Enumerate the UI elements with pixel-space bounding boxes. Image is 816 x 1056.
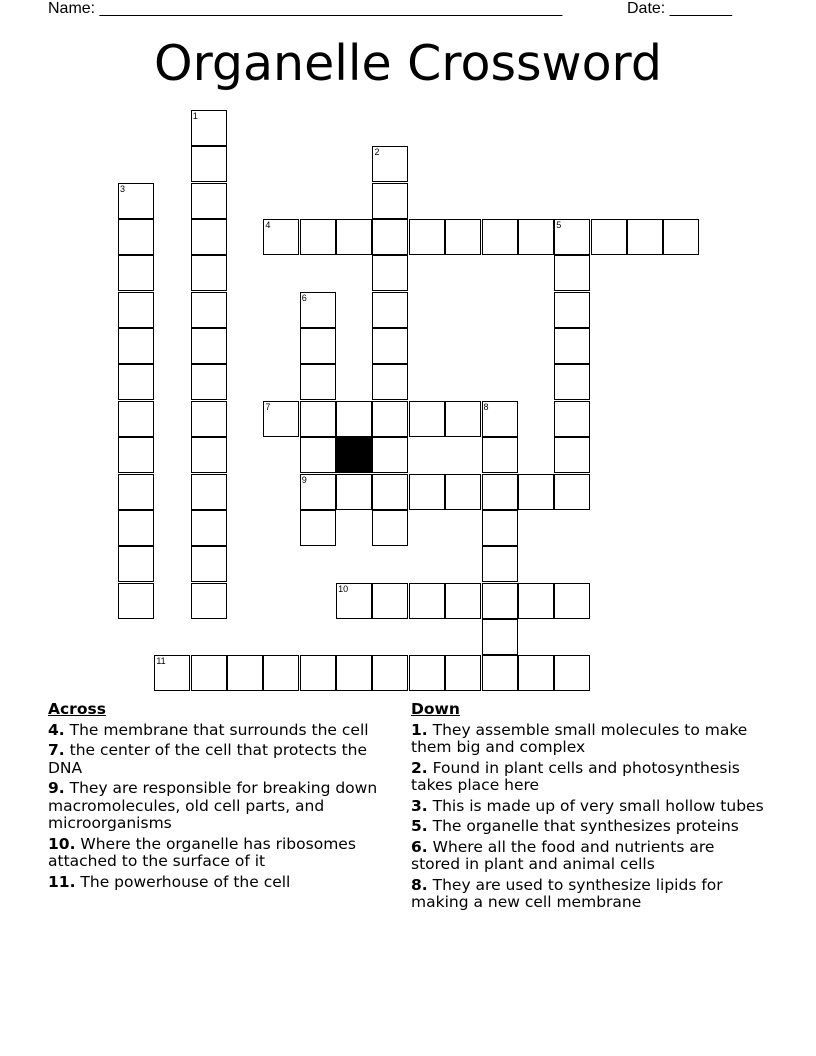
clue-number-label: 7. [48,741,65,759]
clue-number-label: 10. [48,834,76,853]
grid-cell[interactable] [554,401,590,437]
date-field-label: Date: _______ [627,0,732,17]
grid-cell[interactable] [300,655,336,691]
grid-cell[interactable] [118,328,154,364]
grid-cell[interactable] [445,474,481,510]
grid-cell[interactable] [191,655,227,691]
grid-cell[interactable] [336,401,372,437]
clue-number: 6 [301,292,307,303]
grid-cell[interactable] [118,583,154,619]
clue-number-label: 1. [411,720,428,739]
grid-cell[interactable] [409,219,445,255]
down-heading: Down [411,700,460,718]
grid-cell[interactable] [191,510,227,546]
clue-number-label: 8. [411,875,428,894]
grid-cell[interactable] [554,655,590,691]
grid-cell[interactable] [118,401,154,437]
clue-text: Where the organelle has ribosomes attached to the surface of it [48,834,356,870]
down-clue-list [411,722,766,912]
grid-cell[interactable] [372,364,408,400]
grid-cell[interactable] [554,255,590,291]
grid-cell[interactable] [300,219,336,255]
grid-cell[interactable] [554,474,590,510]
grid-cell[interactable] [518,474,554,510]
grid-cell[interactable] [191,474,227,510]
clue-number: 8 [483,401,489,412]
across-clue [48,742,393,777]
clue-text: The membrane that surrounds the cell [69,720,369,739]
down-clue [411,877,766,912]
grid-cell[interactable] [118,474,154,510]
down-clue [411,839,766,874]
grid-cell[interactable] [263,219,299,255]
across-clue [48,722,393,740]
grid-cell[interactable] [300,328,336,364]
grid-cell[interactable] [482,401,518,437]
grid-cell[interactable] [372,146,408,182]
clue-number: 5 [556,220,562,231]
clue-number: 1 [192,111,198,121]
clue-number: 2 [374,147,380,158]
grid-cell[interactable] [409,583,445,619]
grid-cell[interactable] [118,437,154,473]
grid-cell[interactable] [554,292,590,328]
grid-cell[interactable] [372,292,408,328]
clue-text: This is made up of very small hollow tubes [432,796,764,815]
grid-cell[interactable] [154,655,190,691]
across-clues [48,701,393,894]
grid-cell[interactable] [191,364,227,400]
grid-cell[interactable] [118,292,154,328]
clue-text: Where all the food and nutrients are stored in plant and animal cells [411,837,715,873]
grid-cell[interactable] [191,583,227,619]
grid-cell[interactable] [627,219,663,255]
grid-cell[interactable] [263,655,299,691]
grid-cell[interactable] [445,655,481,691]
grid-cell[interactable] [300,364,336,400]
grid-cell[interactable] [191,183,227,219]
grid-cell[interactable] [372,437,408,473]
grid-cell[interactable] [445,401,481,437]
clue-number-label: 2. [411,758,428,777]
grid-cell[interactable] [336,655,372,691]
grid-cell[interactable] [554,583,590,619]
grid-cell[interactable] [191,110,227,146]
grid-cell[interactable] [554,219,590,255]
grid-cell[interactable] [372,474,408,510]
grid-cell[interactable] [409,655,445,691]
across-clue [48,874,393,892]
name-field-label: Name: ____________________________________________________ [48,0,563,17]
grid-cell[interactable] [263,401,299,437]
down-clue [411,722,766,757]
down-clue [411,798,766,816]
grid-cell[interactable] [300,292,336,328]
grid-cell[interactable] [300,510,336,546]
clue-text: the center of the cell that protects the DNA [48,741,368,777]
clue-number: 3 [120,183,126,194]
grid-cell[interactable] [336,474,372,510]
grid-cell[interactable] [409,474,445,510]
clue-number-label: 6. [411,837,428,856]
clue-text: The powerhouse of the cell [80,872,291,891]
grid-cell[interactable] [300,401,336,437]
grid-cell[interactable] [372,255,408,291]
grid-cell[interactable] [118,546,154,582]
clue-text: The organelle that synthesizes proteins [432,817,739,835]
grid-cell[interactable] [118,255,154,291]
clue-number-label: 3. [411,796,428,815]
across-clue-list [48,722,393,892]
grid-cell[interactable] [482,655,518,691]
grid-cell[interactable] [554,364,590,400]
grid-cell[interactable] [482,546,518,582]
grid-cell[interactable] [118,183,154,219]
grid-cell[interactable] [191,255,227,291]
clue-number: 9 [301,474,307,485]
grid-cell[interactable] [591,219,627,255]
grid-cell[interactable] [191,292,227,328]
grid-cell[interactable] [227,655,263,691]
page-title: Organelle Crossword [154,35,662,92]
grid-cell[interactable] [191,437,227,473]
grid-cell[interactable] [118,364,154,400]
grid-cell[interactable] [372,219,408,255]
grid-cell[interactable] [554,328,590,364]
clue-text: They assemble small molecules to make them big and complex [411,720,748,756]
grid-cell[interactable] [336,219,372,255]
clue-text: They are used to synthesize lipids for making a new cell membrane [411,875,723,911]
black-square [336,437,372,473]
across-heading: Across [48,700,106,718]
grid-cell[interactable] [518,219,554,255]
down-clue [411,760,766,795]
clue-text: Found in plant cells and photosynthesis takes place here [411,758,740,794]
grid-cell[interactable] [409,401,445,437]
down-clue [411,818,766,836]
grid-cell[interactable] [191,401,227,437]
grid-cell[interactable] [554,437,590,473]
grid-cell[interactable] [482,510,518,546]
grid-cell[interactable] [191,146,227,182]
clue-number: 7 [265,401,271,412]
grid-cell[interactable] [445,583,481,619]
grid-cell[interactable] [191,219,227,255]
grid-cell[interactable] [300,474,336,510]
grid-cell[interactable] [372,583,408,619]
grid-cell[interactable] [445,219,481,255]
grid-cell[interactable] [118,510,154,546]
grid-cell[interactable] [372,328,408,364]
grid-cell[interactable] [663,219,699,255]
clue-number-label: 9. [48,779,65,797]
grid-cell[interactable] [191,546,227,582]
grid-cell[interactable] [336,583,372,619]
grid-cell[interactable] [300,437,336,473]
grid-cell[interactable] [518,655,554,691]
grid-cell[interactable] [118,219,154,255]
across-clue [48,780,393,833]
clue-number-label: 5. [411,817,428,835]
grid-cell[interactable] [372,401,408,437]
grid-cell[interactable] [518,583,554,619]
clue-number: 4 [265,220,271,231]
grid-cell[interactable] [372,183,408,219]
grid-cell[interactable] [372,655,408,691]
grid-cell[interactable] [372,510,408,546]
clue-number-label: 4. [48,720,65,739]
grid-cell[interactable] [482,219,518,255]
clue-number: 11 [156,656,166,667]
grid-cell[interactable] [482,583,518,619]
grid-cell[interactable] [191,328,227,364]
grid-cell[interactable] [482,474,518,510]
grid-cell[interactable] [482,437,518,473]
clue-text: They are responsible for breaking down macromolecules, old cell parts, and microorganisms [48,779,378,832]
grid-cell[interactable] [482,619,518,655]
across-clue [48,836,393,871]
clue-number: 10 [338,583,349,594]
down-clues [411,701,766,915]
clue-number-label: 11. [48,872,76,891]
